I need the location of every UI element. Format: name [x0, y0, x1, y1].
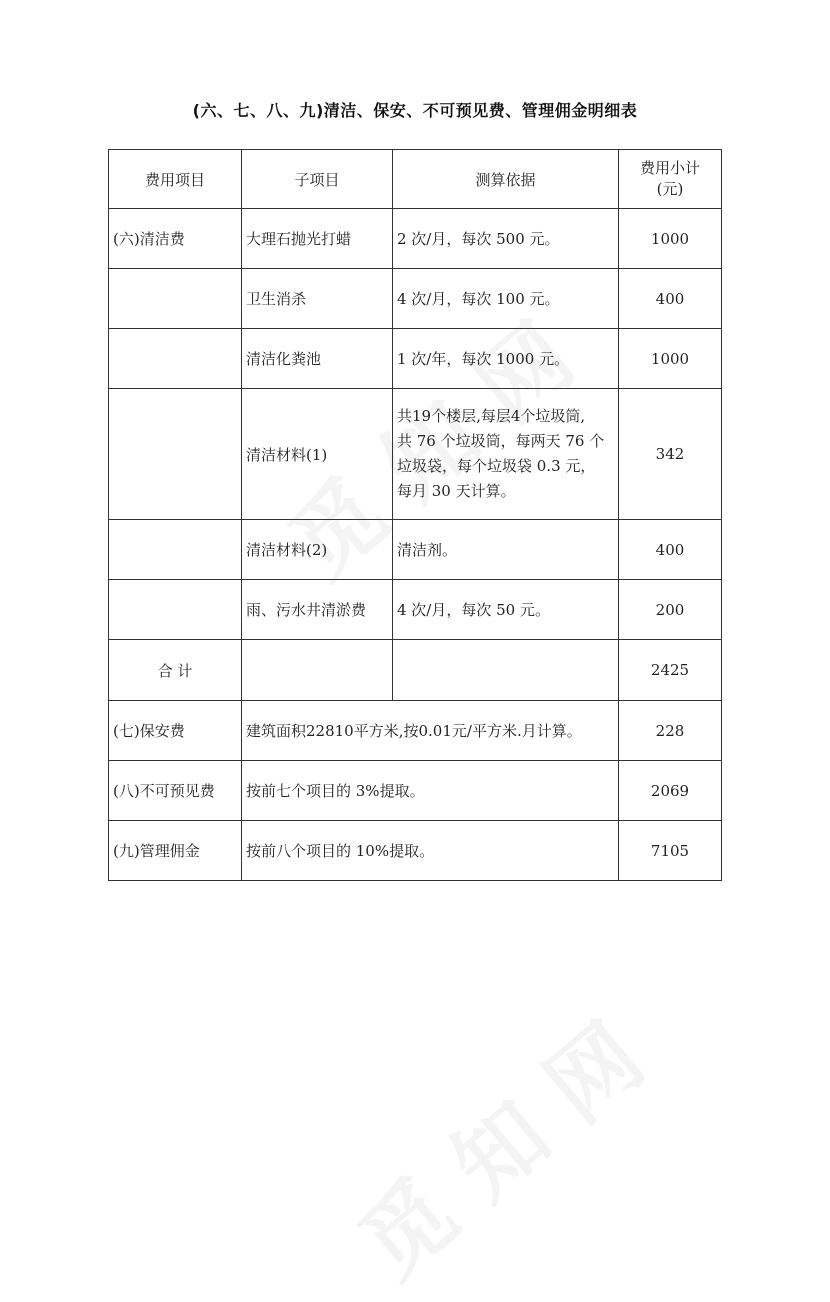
row-item: (六)清洁费: [109, 209, 242, 269]
row-subitem: 雨、污水井清淤费: [242, 580, 393, 640]
row-item: (九)管理佣金: [109, 821, 242, 881]
table-row: [109, 821, 722, 881]
table-header-row: [109, 150, 722, 209]
table-row: [109, 209, 722, 269]
header-subtotal-line2: (元): [656, 180, 684, 198]
row-basis: 4 次/月，每次 50 元。: [393, 580, 619, 640]
total-row: [109, 640, 722, 701]
total-amount: 2425: [619, 640, 722, 701]
table-row: [109, 269, 722, 329]
row-basis: 清洁剂。: [393, 520, 619, 580]
table-row: [109, 761, 722, 821]
row-basis: 按前七个项目的 3%提取。: [242, 761, 619, 821]
row-basis-multiline: [393, 389, 619, 520]
total-empty-cell: [393, 640, 619, 701]
row-subitem: 清洁材料(1): [242, 389, 393, 520]
basis-line: 垃圾袋，每个垃圾袋 0.3 元，: [397, 457, 596, 475]
table-row: [109, 389, 722, 520]
row-item: [109, 389, 242, 520]
row-subitem: 大理石抛光打蜡: [242, 209, 393, 269]
page-title: (六、七、八、九)清洁、保安、不可预见费、管理佣金明细表: [192, 101, 638, 120]
table-row: [109, 701, 722, 761]
basis-line: 共 76 个垃圾筒，每两天 76 个: [397, 432, 605, 450]
header-subitem: 子项目: [242, 150, 393, 209]
expense-detail-table: [108, 149, 722, 881]
row-subitem: 清洁化粪池: [242, 329, 393, 389]
row-amount: 2069: [619, 761, 722, 821]
basis-line: 每月 30 天计算。: [397, 482, 516, 500]
header-basis: 测算依据: [393, 150, 619, 209]
header-item: 费用项目: [109, 150, 242, 209]
row-item: [109, 520, 242, 580]
row-basis: 按前八个项目的 10%提取。: [242, 821, 619, 881]
row-subitem: 卫生消杀: [242, 269, 393, 329]
row-item: [109, 329, 242, 389]
row-basis: 建筑面积22810平方米,按0.01元/平方米.月计算。: [242, 701, 619, 761]
total-label: 合 计: [109, 640, 242, 701]
row-amount: 400: [619, 269, 722, 329]
table-row: [109, 580, 722, 640]
row-subitem: 清洁材料(2): [242, 520, 393, 580]
basis-line: 共19个楼层,每层4个垃圾筒,: [397, 407, 586, 425]
row-item: [109, 580, 242, 640]
total-empty-cell: [242, 640, 393, 701]
header-subtotal-line1: 费用小计: [639, 159, 700, 177]
row-basis: 1 次/年，每次 1000 元。: [393, 329, 619, 389]
table-row: [109, 520, 722, 580]
watermark-bottom: [327, 988, 665, 1301]
row-basis: 2 次/月，每次 500 元。: [393, 209, 619, 269]
row-amount: 200: [619, 580, 722, 640]
row-basis: 4 次/月，每次 100 元。: [393, 269, 619, 329]
row-amount: 342: [619, 389, 722, 520]
header-subtotal: [619, 150, 722, 209]
row-amount: 7105: [619, 821, 722, 881]
row-amount: 228: [619, 701, 722, 761]
row-amount: 1000: [619, 209, 722, 269]
row-item: (八)不可预见费: [109, 761, 242, 821]
row-item: (七)保安费: [109, 701, 242, 761]
row-amount: 400: [619, 520, 722, 580]
row-item: [109, 269, 242, 329]
row-amount: 1000: [619, 329, 722, 389]
table-row: [109, 329, 722, 389]
